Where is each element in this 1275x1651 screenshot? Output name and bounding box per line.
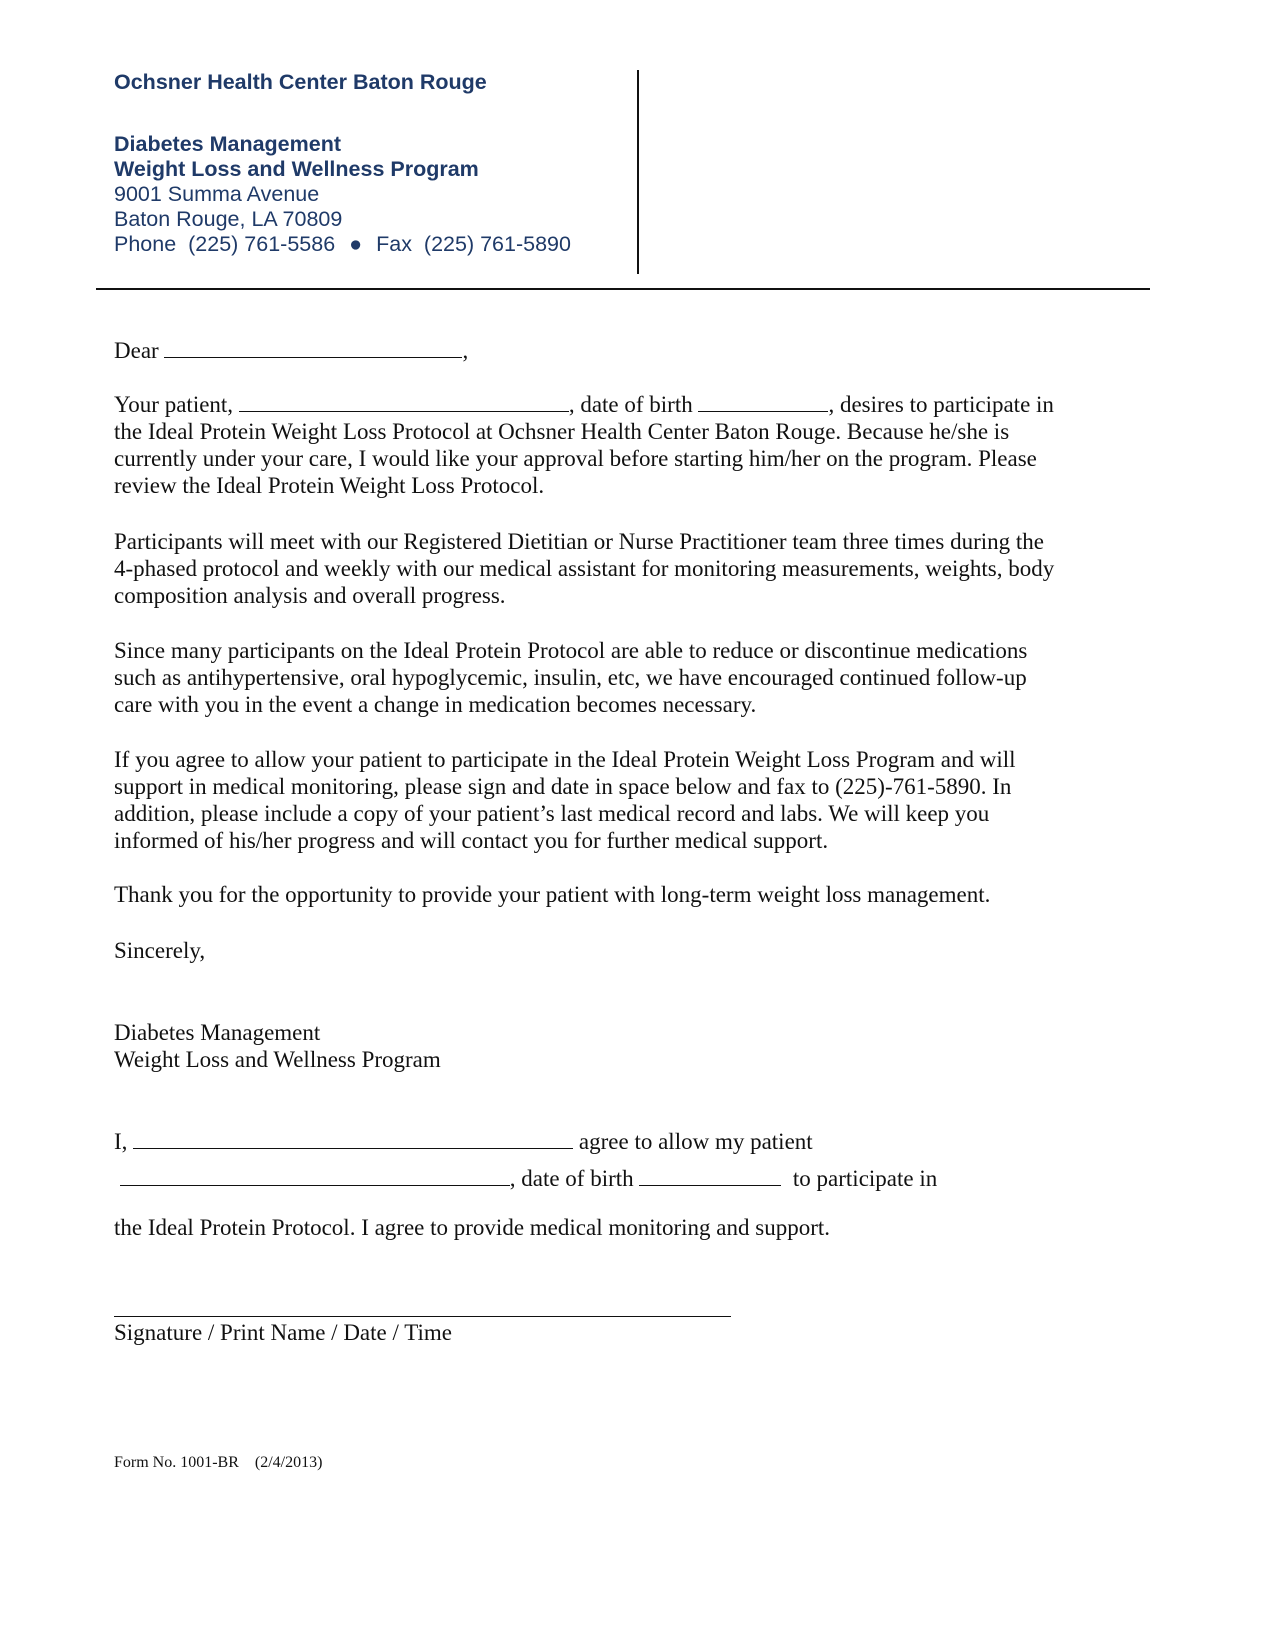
consent-dob-blank[interactable] <box>639 1165 781 1186</box>
fax-number: (225) 761-5890 <box>423 232 571 256</box>
signature-section <box>114 1296 1114 1346</box>
para4-line2: support in medical monitoring, please sign and date in space below and fax to (225)-761-5890. In <box>114 774 1012 799</box>
fax-label: Fax <box>376 232 412 256</box>
contact-line <box>114 232 634 257</box>
para1-dob-text: , date of birth <box>568 392 693 417</box>
org-name: Ochsner Health Center Baton Rouge <box>114 70 487 94</box>
paragraph-medications <box>114 637 1114 718</box>
signature-label: Signature / Print Name / Date / Time <box>114 1320 452 1345</box>
dob-blank[interactable] <box>698 391 828 412</box>
program-name: Weight Loss and Wellness Program <box>114 157 479 181</box>
closing-text: Sincerely, <box>114 938 206 963</box>
consent-patient-blank[interactable] <box>120 1165 510 1186</box>
form-number: Form No. 1001-BR <box>114 1454 239 1471</box>
para4-line3: addition, please include a copy of your patient’s last medical record and labs. We will keep you <box>114 801 990 826</box>
consent-dob-text: , date of birth <box>509 1166 634 1191</box>
salutation-comma: , <box>462 338 469 363</box>
form-footer <box>114 1454 322 1472</box>
para2-line3: composition analysis and overall progress. <box>114 583 506 608</box>
consent-line3 <box>114 1214 1114 1241</box>
phone-label: Phone <box>114 232 177 256</box>
signature-blank[interactable] <box>114 1296 731 1317</box>
para2-line2: 4-phased protocol and weekly with our medical assistant for monitoring measurements, weights, body <box>114 556 1055 581</box>
consent-line3-text: the Ideal Protein Protocol. I agree to provide medical monitoring and support. <box>114 1215 831 1240</box>
form-date: (2/4/2013) <box>254 1454 323 1471</box>
street-address: 9001 Summa Avenue <box>114 182 320 206</box>
phone-number: (225) 761-5586 <box>188 232 336 256</box>
department-name: Diabetes Management <box>114 132 342 156</box>
salutation <box>114 337 1114 364</box>
consent-tail: to participate in <box>792 1166 938 1191</box>
para4-line4: informed of his/her progress and will contact you for further medical support. <box>114 828 829 853</box>
para1-tail: , desires to participate in <box>828 392 1054 417</box>
para1-lead: Your patient, <box>114 392 234 417</box>
dear-text: Dear <box>114 338 159 363</box>
para1-line3: currently under your care, I would like your approval before starting him/her on the program. Please <box>114 446 1037 471</box>
para5-text: Thank you for the opportunity to provide your patient with long-term weight loss management. <box>114 882 991 907</box>
consent-agree: agree to allow my patient <box>578 1129 813 1154</box>
sender-line2: Weight Loss and Wellness Program <box>114 1047 441 1072</box>
paragraph-participants <box>114 528 1114 609</box>
consent-lead: I, <box>114 1129 128 1154</box>
closing <box>114 937 1114 964</box>
consent-line2 <box>114 1165 1114 1192</box>
bullet-separator: ● <box>349 232 363 256</box>
para3-line2: such as antihypertensive, oral hypoglycemic, insulin, etc, we have encouraged continued follow-up <box>114 665 1027 690</box>
header-divider <box>96 288 1150 290</box>
sender-line1: Diabetes Management <box>114 1020 321 1045</box>
para2-line1: Participants will meet with our Registered Dietitian or Nurse Practitioner team three times during the <box>114 529 1044 554</box>
recipient-blank[interactable] <box>164 337 462 358</box>
consent-line1 <box>114 1128 1114 1155</box>
paragraph-intro <box>114 391 1114 499</box>
letterhead <box>114 70 634 257</box>
sender-block <box>114 1019 1114 1073</box>
para1-line4: review the Ideal Protein Weight Loss Protocol. <box>114 473 545 498</box>
para3-line3: care with you in the event a change in medication becomes necessary. <box>114 692 757 717</box>
city-state-zip: Baton Rouge, LA 70809 <box>114 207 343 231</box>
paragraph-thanks <box>114 881 1114 908</box>
para4-line1: If you agree to allow your patient to participate in the Ideal Protein Weight Loss Program and will <box>114 747 1016 772</box>
patient-name-blank[interactable] <box>239 391 569 412</box>
para1-line2: the Ideal Protein Weight Loss Protocol at Ochsner Health Center Baton Rouge. Because he/she is <box>114 419 1010 444</box>
para3-line1: Since many participants on the Ideal Protein Protocol are able to reduce or discontinue medications <box>114 638 1028 663</box>
physician-name-blank[interactable] <box>133 1128 573 1149</box>
vertical-divider <box>637 70 639 274</box>
paragraph-agreement <box>114 746 1114 854</box>
